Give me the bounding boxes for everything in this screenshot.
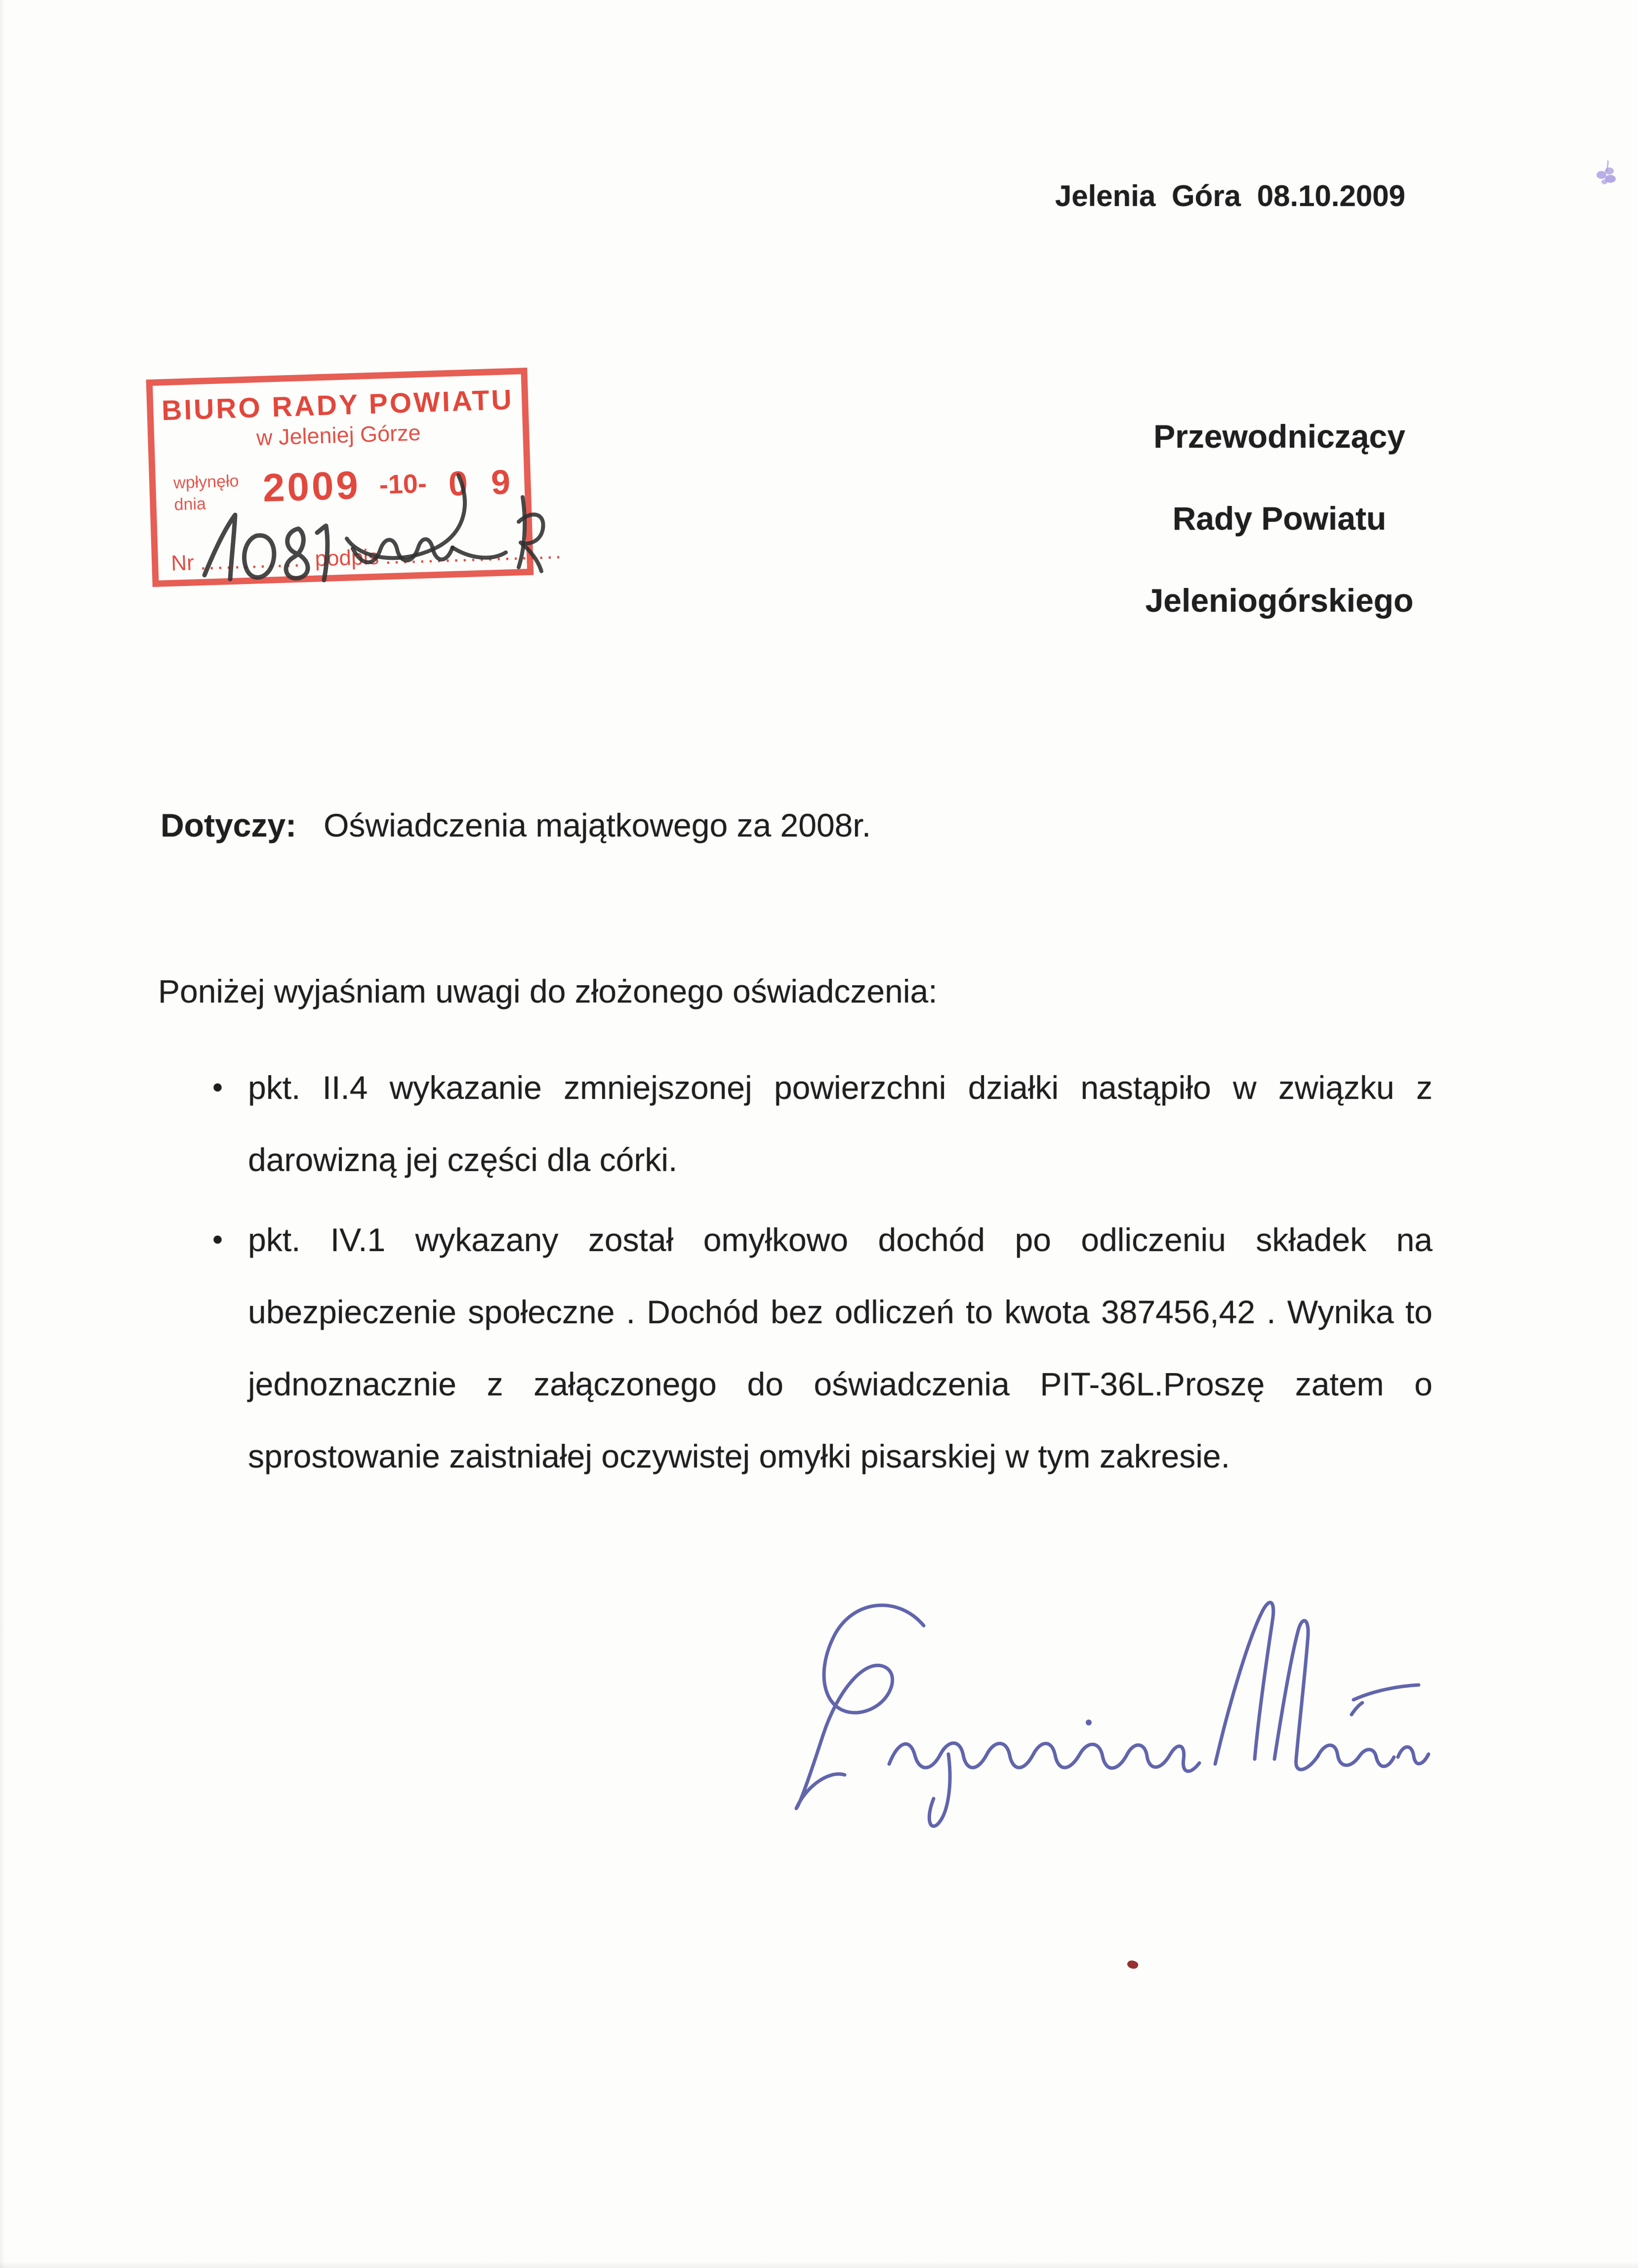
stamp-received-label: wpłynęło dnia <box>173 471 240 514</box>
stamp-podpis-dots: ..................... <box>384 539 564 569</box>
bullet-text-2: pkt. IV.1 wykazany został omyłkowo dochód po odliczeniu składek na ubezpieczenie społeczne . Dochód bez odliczeń to kwota 387456,42 . Wynika to jednoznacznie z załączonego do oświadczenia PIT-36L.Proszę zatem o sprostowanie zaistniałej oczywistej omyłki pisarskiej w tym zakresie. <box>248 1221 1433 1474</box>
bullet-marker: • <box>212 1071 223 1104</box>
stamp-nr-label: Nr <box>170 550 195 576</box>
stamp-date-month: -10- <box>378 468 427 500</box>
stamp-clerk-signature <box>294 464 581 598</box>
subject-line <box>161 806 871 844</box>
bullet-item-2 <box>212 1204 1433 1492</box>
purple-ink-speck <box>1591 160 1625 190</box>
intro-line: Poniżej wyjaśniam uwagi do złożonego oświadczenia: <box>158 973 938 1009</box>
subject-label: Dotyczy: <box>161 807 297 843</box>
subject-text: Oświadczenia majątkowego za 2008r. <box>324 807 871 843</box>
recipient-council: Rady Powiatu <box>1172 500 1387 537</box>
handwritten-signature-eugeniusz-klesta <box>741 1552 1433 1828</box>
stamp-office-name: BIURO RADY POWIATU <box>161 383 514 427</box>
recipient-title: Przewodniczący <box>1153 418 1405 455</box>
bullet-marker: • <box>212 1223 223 1256</box>
recipient-region: Jeleniogórskiego <box>1145 582 1414 619</box>
stamp-date-year: 2009 <box>262 462 362 510</box>
stamp-office-location: w Jeleniej Górze <box>256 420 421 451</box>
bullet-text-1: pkt. II.4 wykazanie zmniejszonej powierzchni działki nastąpiło w związku z darowizną jej części dla córki. <box>248 1069 1433 1178</box>
bullet-item-1 <box>212 1051 1433 1196</box>
stamp-nr-dots: ............ <box>200 547 303 575</box>
recipient-block <box>1104 395 1455 641</box>
stamp-podpis-label: podpis <box>314 545 379 571</box>
date-line: Jelenia Góra 08.10.2009 <box>1055 179 1405 212</box>
stamp-date-day: 0 9 <box>448 462 518 504</box>
red-ink-speck <box>1126 1959 1139 1970</box>
